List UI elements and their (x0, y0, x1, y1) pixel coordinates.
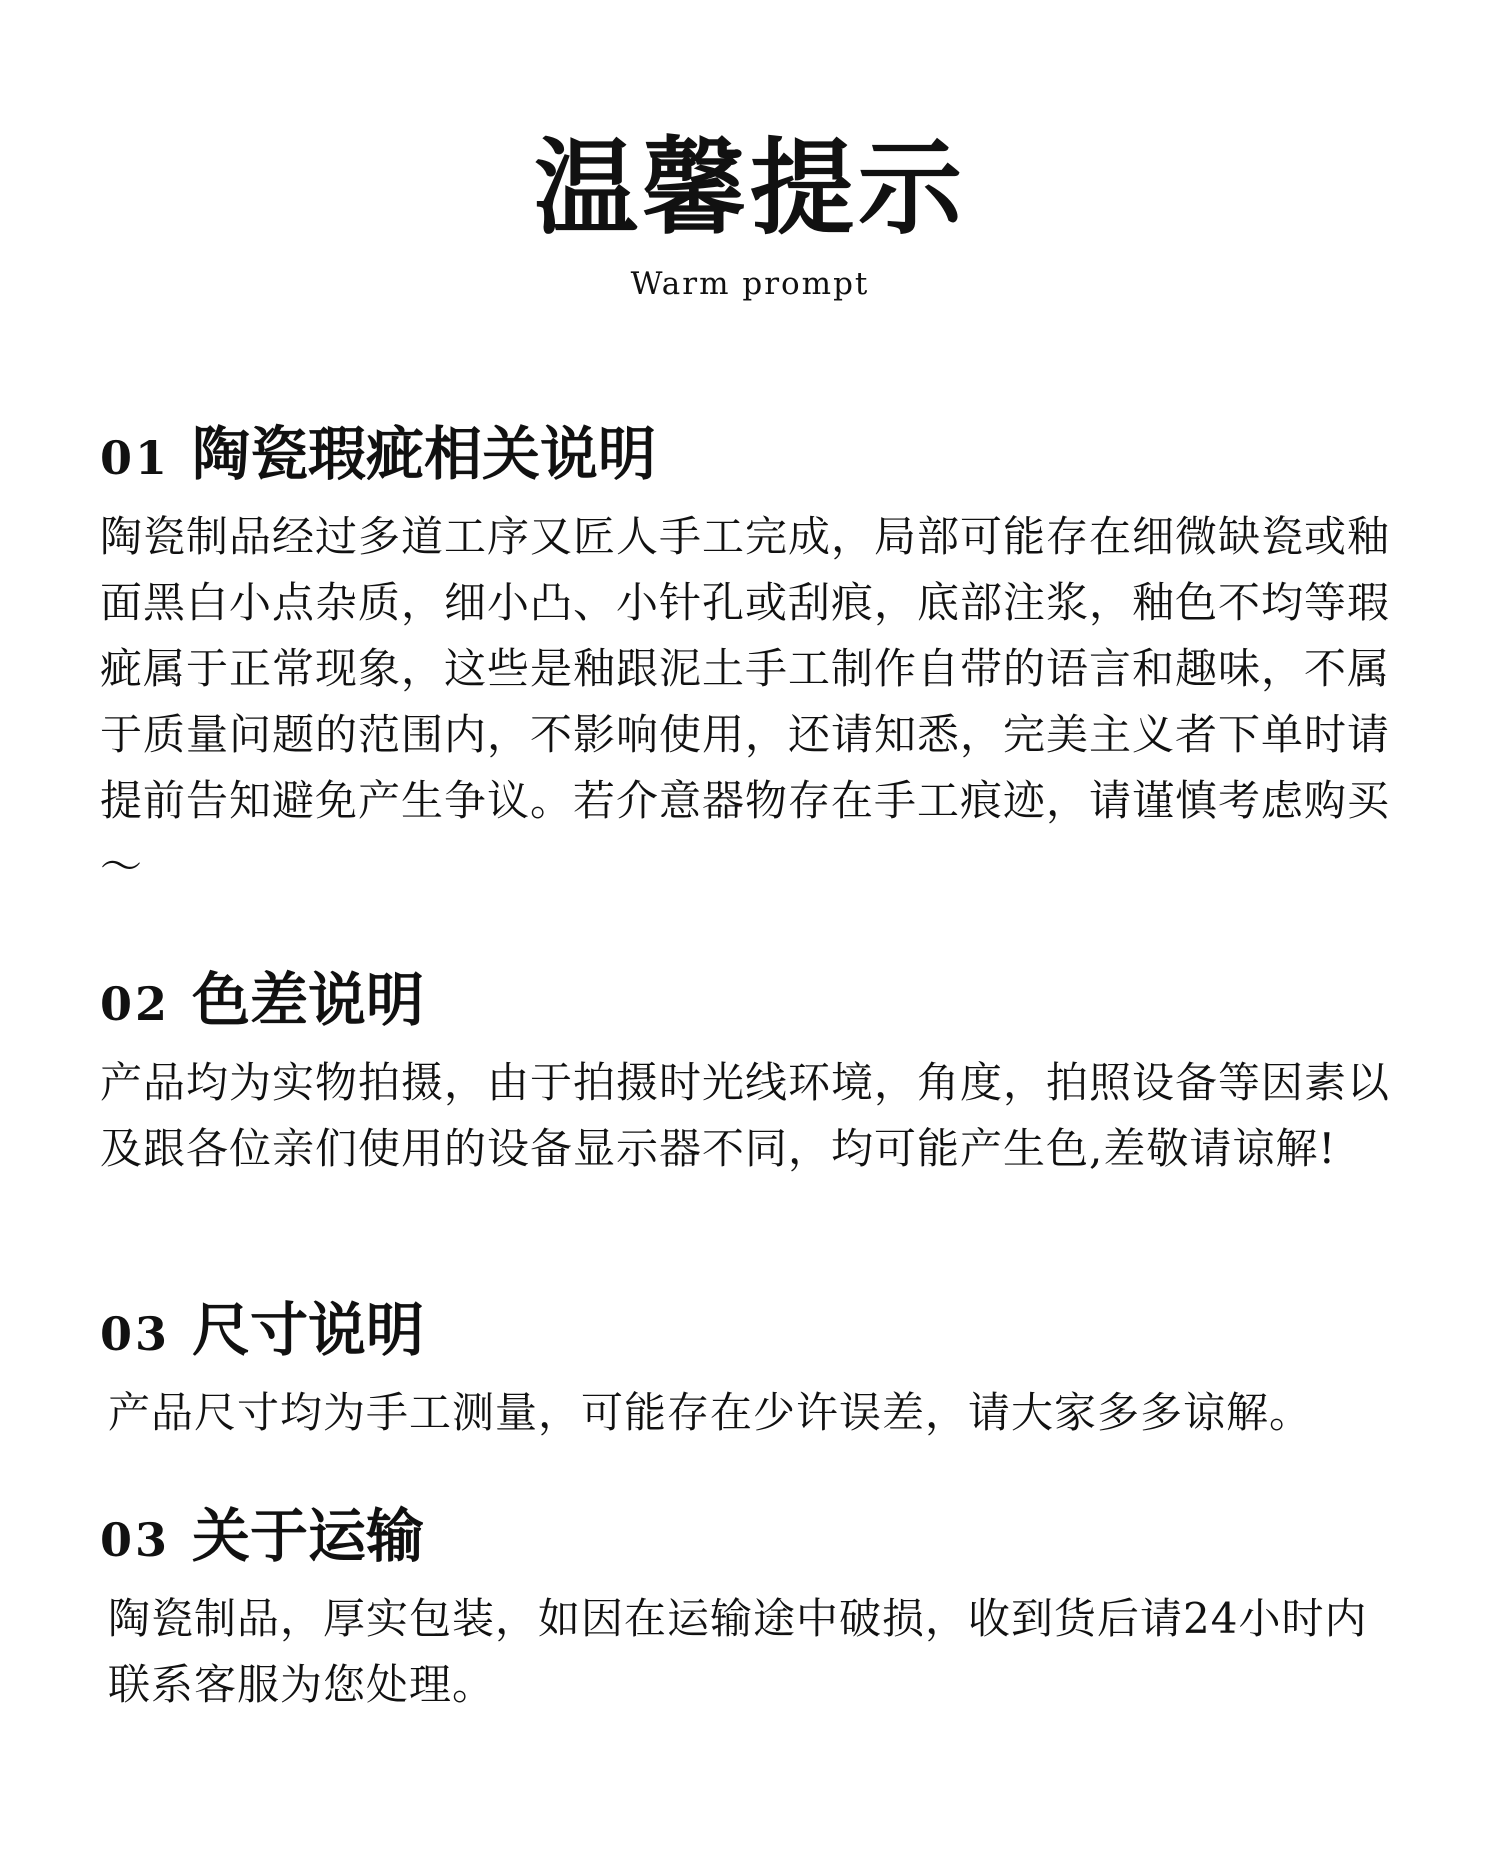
section-shipping (100, 1498, 1400, 1718)
section-color-difference (100, 962, 1400, 1182)
page-title: 温馨提示 (533, 126, 966, 249)
section-title: 关于运输 (192, 1502, 425, 1570)
section-size (100, 1292, 1400, 1446)
section-body: 产品尺寸均为手工测量，可能存在少许误差，请大家多多谅解。 (108, 1388, 1313, 1437)
section-body: 陶瓷制品经过多道工序又匠人手工完成，局部可能存在细微缺瓷或釉面黑白小点杂质，细小凸、小针孔或刮痕，底部注浆，釉色不均等瑕疵属于正常现象，这些是釉跟泥土手工制作自带的语言和趣味，不属于质量问题的范围内，不影响使用，还请知悉，完美主义者下单时请提前告知避免产生争议。若介意器物存在手工痕迹，请谨慎考虑购买～ (100, 512, 1391, 891)
section-number: 02 (100, 977, 171, 1031)
section-heading (100, 962, 1400, 1042)
section-heading (100, 1498, 1400, 1578)
section-body: 产品均为实物拍摄，由于拍摄时光线环境，角度，拍照设备等因素以及跟各位亲们使用的设备显示器不同，均可能产生色,差敬请谅解! (100, 1058, 1391, 1173)
section-number: 03 (100, 1307, 171, 1361)
section-ceramic-flaws (100, 416, 1400, 900)
section-number: 03 (100, 1513, 171, 1567)
section-heading (100, 416, 1400, 496)
section-title: 陶瓷瑕疵相关说明 (192, 420, 657, 488)
section-title: 尺寸说明 (192, 1296, 425, 1364)
section-heading (100, 1292, 1400, 1372)
section-body: 陶瓷制品，厚实包装，如因在运输途中破损，收到货后请24小时内联系客服为您处理。 (108, 1594, 1368, 1709)
section-title: 色差说明 (192, 966, 425, 1034)
page-subtitle: Warm prompt (630, 266, 870, 302)
section-number: 01 (100, 431, 171, 485)
